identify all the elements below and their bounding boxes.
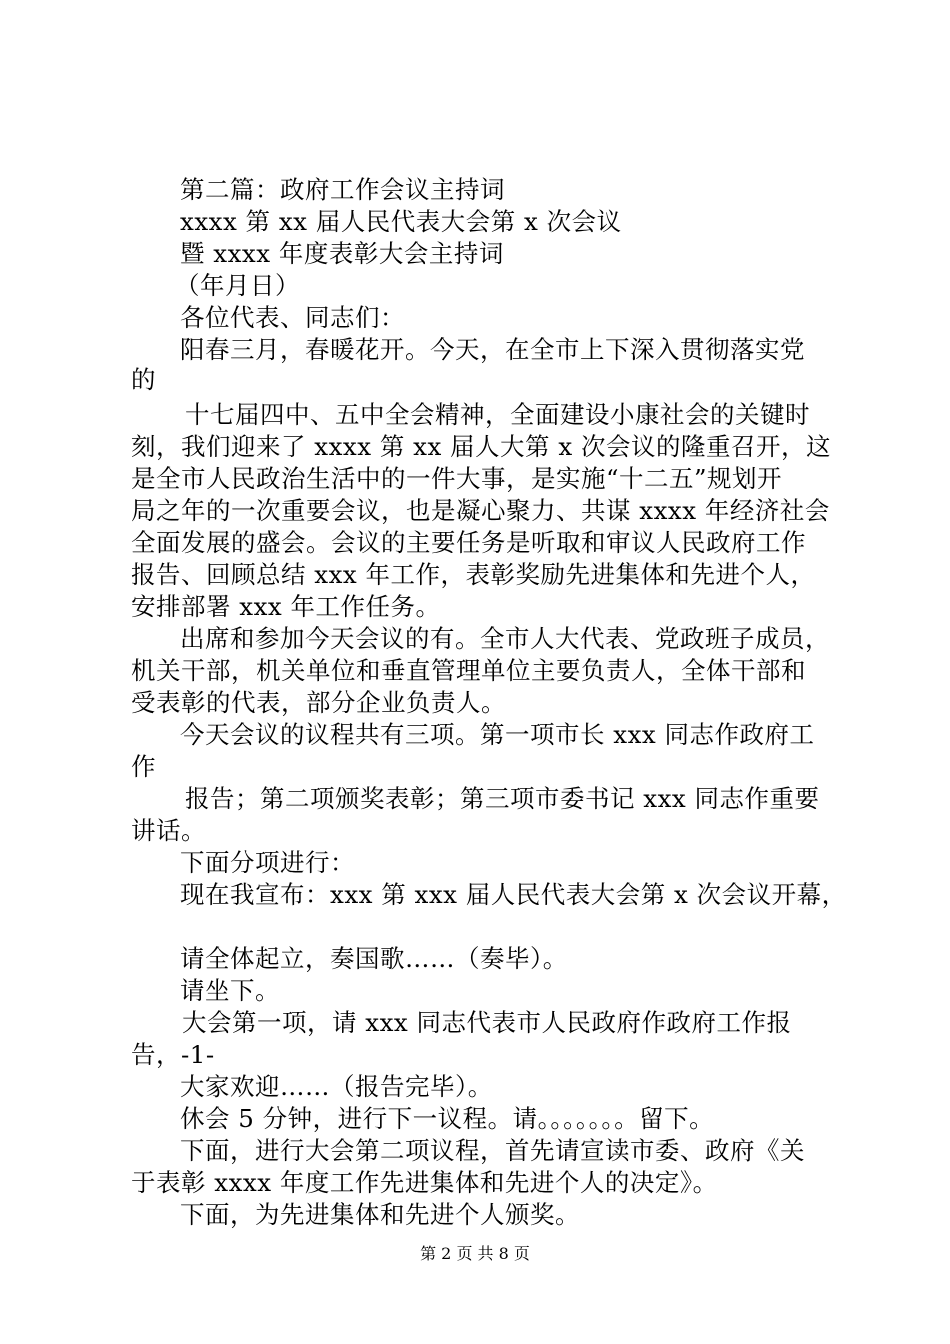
paragraph-line: 刻，我们迎来了 xxxx 第 xx 届人大第 x 次会议的隆重召开，这 (131, 432, 831, 461)
paragraph-line: 下面分项进行： (180, 848, 355, 877)
page-footer: 第 2 页 共 8 页 (420, 1244, 530, 1263)
paragraph-line: 讲话。 (131, 816, 206, 845)
paragraph-line: 全面发展的盛会。会议的主要任务是听取和审议人民政府工作 (131, 528, 806, 557)
paragraph-line: 受表彰的代表，部分企业负责人。 (131, 688, 506, 717)
paragraph-line: 请全体起立，奏国歌……（奏毕）。 (180, 944, 568, 973)
meeting-title-line-1: xxxx 第 xx 届人民代表大会第 x 次会议 (180, 207, 622, 236)
paragraph-line: 于表彰 xxxx 年度工作先进集体和先进个人的决定》。 (131, 1168, 718, 1197)
paragraph-line: 下面，进行大会第二项议程，首先请宣读市委、政府《关 (180, 1136, 805, 1165)
paragraph-line: 现在我宣布：xxx 第 xxx 届人民代表大会第 x 次会议开幕， (180, 880, 847, 909)
paragraph-line: 休会 5 分钟，进行下一议程。请。。。。。。。留下。 (180, 1104, 715, 1133)
paragraph-line: 机关干部，机关单位和垂直管理单位主要负责人，全体干部和 (131, 656, 806, 685)
paragraph-line: 十七届四中、五中全会精神，全面建设小康社会的关键时 (185, 400, 810, 429)
paragraph-line: 是全市人民政治生活中的一件大事，是实施“十二五”规划开 (131, 464, 783, 493)
paragraph-line: 阳春三月，春暖花开。今天，在全市上下深入贯彻落实党 (180, 335, 805, 364)
paragraph-line: 今天会议的议程共有三项。第一项市长 xxx 同志作政府工 (180, 720, 815, 749)
paragraph-line: 作 (131, 752, 156, 781)
paragraph-line: 的 (131, 365, 156, 394)
paragraph-line: 大家欢迎……（报告完毕）。 (180, 1072, 493, 1101)
meeting-title-line-2: 暨 xxxx 年度表彰大会主持词 (180, 239, 504, 268)
paragraph-line: 下面，为先进集体和先进个人颁奖。 (180, 1200, 580, 1229)
paragraph-line: 出席和参加今天会议的有。全市人大代表、党政班子成员， (180, 624, 830, 653)
paragraph-line: 大会第一项，请 xxx 同志代表市人民政府作政府工作报 (182, 1008, 792, 1037)
paragraph-line: 请坐下。 (180, 976, 280, 1005)
paragraph-line: 报告、回顾总结 xxx 年工作，表彰奖励先进集体和先进个人， (131, 560, 816, 589)
paragraph-line: 告，-1- (131, 1040, 215, 1069)
date-line: （年月日） (175, 271, 300, 300)
section-title: 第二篇：政府工作会议主持词 (180, 175, 505, 204)
salutation: 各位代表、同志们： (180, 303, 405, 332)
paragraph-line: 局之年的一次重要会议，也是凝心聚力、共谋 xxxx 年经济社会 (131, 496, 830, 525)
paragraph-line: 安排部署 xxx 年工作任务。 (131, 592, 441, 621)
paragraph-line: 报告；第二项颁奖表彰；第三项市委书记 xxx 同志作重要 (185, 784, 820, 813)
